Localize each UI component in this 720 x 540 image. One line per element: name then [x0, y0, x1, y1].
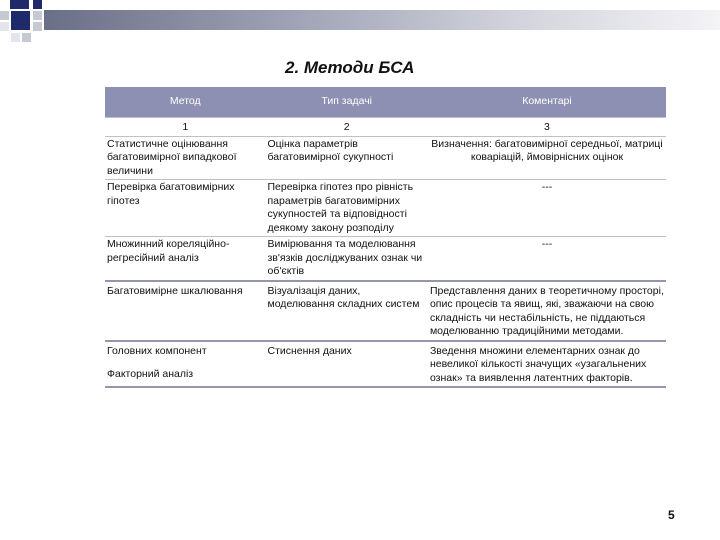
table-row [105, 341, 666, 388]
task-type-cell: Оцінка параметрів багатовимірної сукупності [267, 137, 394, 163]
method-cell [105, 341, 265, 388]
slide-title: 2. Методи БСА [285, 58, 415, 77]
spacer [107, 358, 263, 368]
table-header-row [105, 87, 666, 118]
method-factor-analysis: Факторний аналіз [107, 368, 194, 380]
column-number: 1 [182, 121, 189, 133]
decor-square-6 [0, 22, 9, 31]
task-type-cell: Вимірювання та моделювання зв'язків досліджуваних ознак чи об'єктів [267, 238, 423, 277]
methods-table [105, 87, 666, 388]
comment-cell: Зведення множини елементарних ознак до невеликої кількості значущих «узагальнених ознак» та виявлення латентних факторів. [429, 344, 647, 384]
decor-square-5 [33, 11, 42, 20]
decor-square-9 [22, 33, 31, 42]
comment-cell: Представлення даних в теоретичному просторі, опис процесів та явищ, які, зважаючи на свою складність чи нестабільність, не піддаються моделюванню традиційними методами. [429, 284, 664, 337]
comment-cell: Визначення: багатовимірної середньої, матриці коваріацій, ймовірнісних оцінок [431, 137, 663, 163]
header-comments: Коментарі [428, 87, 666, 118]
table-row [105, 136, 666, 180]
method-cell: Множинний кореляційно-регресійний аналіз [107, 238, 230, 264]
decor-square-7 [33, 22, 42, 31]
method-cell: Перевірка багатовимірних гіпотез [107, 181, 235, 207]
method-cell: Багатовимірне шкалювання [107, 284, 243, 297]
method-cell: Статистичне оцінювання багатовимірної випадкової величини [107, 137, 237, 177]
decor-square-2 [33, 0, 42, 9]
decor-square-3 [0, 11, 9, 20]
table-row [105, 180, 666, 237]
header-method: Метод [105, 87, 265, 118]
comment-cell: --- [541, 238, 553, 250]
task-type-cell: Стиснення даних [267, 344, 352, 357]
decor-gradient-bar [44, 10, 720, 30]
table-row [105, 281, 666, 341]
header-task-type: Тип задачі [265, 87, 427, 118]
decor-square-1 [10, 0, 29, 9]
method-principal-components: Головних компонент [107, 344, 207, 357]
decor-square-8 [11, 33, 20, 42]
column-number: 2 [343, 121, 350, 133]
decor-square-4 [11, 11, 30, 30]
column-number: 3 [544, 121, 550, 133]
page-number: 5 [668, 508, 675, 522]
column-number-row [105, 118, 666, 137]
task-type-cell: Перевірка гіпотез про рівність параметрів багатовимірних сукупностей та відповідності деякому закону розподілу [267, 181, 414, 234]
comment-cell: --- [541, 181, 553, 193]
task-type-cell: Візуалізація даних, моделювання складних систем [267, 284, 420, 310]
table-row [105, 237, 666, 281]
